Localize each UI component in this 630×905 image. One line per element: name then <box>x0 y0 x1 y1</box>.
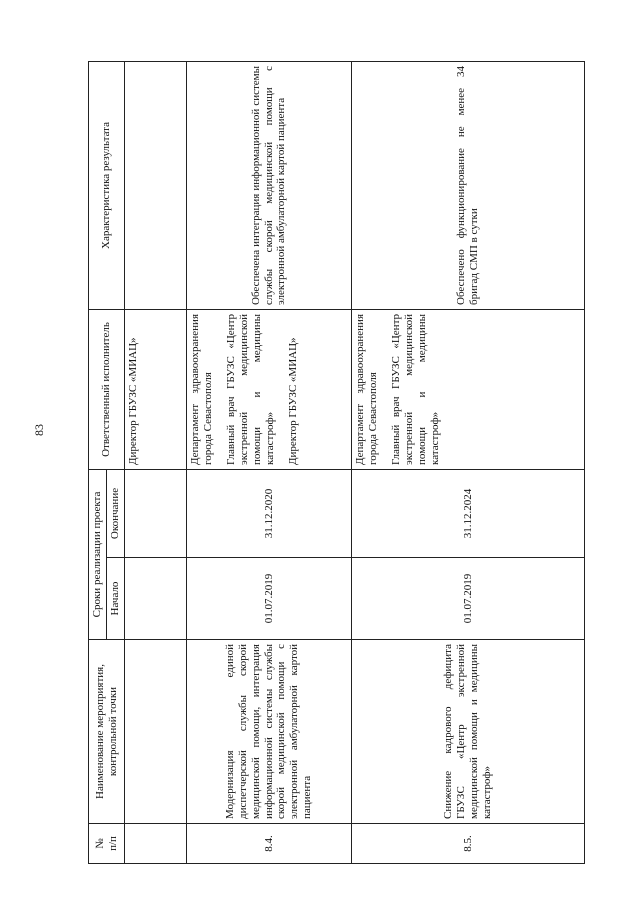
row-end <box>125 469 187 557</box>
row-name: Модернизация единой диспетчерской службы скорой медицинской помощи, интеграция информационной системы службы скорой медицинской помощи с электронной амбулаторной картой пациента <box>187 640 352 824</box>
row-number: 8.5. <box>352 824 585 864</box>
header-end: Окончание <box>107 469 125 557</box>
header-number-line2: п/п <box>106 836 119 851</box>
header-start: Начало <box>107 558 125 640</box>
responsible-item: Главный врач ГБУЗС «Центр экстренной медицинской помощи и медицины катастроф» <box>224 313 276 465</box>
row-number: 8.4. <box>187 824 352 864</box>
row-result: Обеспечена интеграция информационной системы службы скорой медицинской помощи с электронной амбулаторной картой пациента <box>187 61 352 309</box>
row-start <box>125 558 187 640</box>
page-number: 83 <box>32 424 46 436</box>
row-result <box>125 61 187 309</box>
responsible-item: Директор ГБУЗС «МИАЦ» <box>127 337 139 465</box>
table-row <box>125 61 187 863</box>
responsible-item: Департамент здравоохранения города Севастополя <box>354 313 379 465</box>
row-responsible <box>125 309 187 469</box>
row-end: 31.12.2024 <box>352 469 585 557</box>
header-responsible: Ответственный исполнитель <box>89 309 125 469</box>
row-result: Обеспечено функционирование не менее 34 бригад СМП в сутки <box>352 61 585 309</box>
row-start: 01.07.2019 <box>352 558 585 640</box>
responsible-item: Главный врач ГБУЗС «Центр экстренной медицинской помощи и медицины катастроф» <box>389 313 441 465</box>
header-name: Наименование мероприятия, контрольной точки <box>89 640 125 824</box>
row-end: 31.12.2020 <box>187 469 352 557</box>
responsible-item: Директор ГБУЗС «МИАЦ» <box>286 337 299 465</box>
rotated-table-wrapper <box>88 62 585 864</box>
header-number-line1: № <box>93 838 106 849</box>
row-responsible <box>187 309 352 469</box>
row-start: 01.07.2019 <box>187 558 352 640</box>
row-number <box>125 824 187 864</box>
row-responsible <box>352 309 585 469</box>
row-name <box>125 640 187 824</box>
row-name: Снижение кадрового дефицита ГБУЗС «Центр экстренной медицинской помощи и медицины катастроф» <box>352 640 585 824</box>
header-result: Характеристика результата <box>89 61 125 309</box>
table-row <box>187 61 352 863</box>
table-row <box>352 61 585 863</box>
rotated-table-frame <box>88 62 585 864</box>
project-table <box>88 61 585 864</box>
header-timeline: Сроки реализации проекта <box>89 469 107 639</box>
header-number <box>89 824 125 864</box>
responsible-item: Департамент здравоохранения города Севастополя <box>189 313 214 465</box>
